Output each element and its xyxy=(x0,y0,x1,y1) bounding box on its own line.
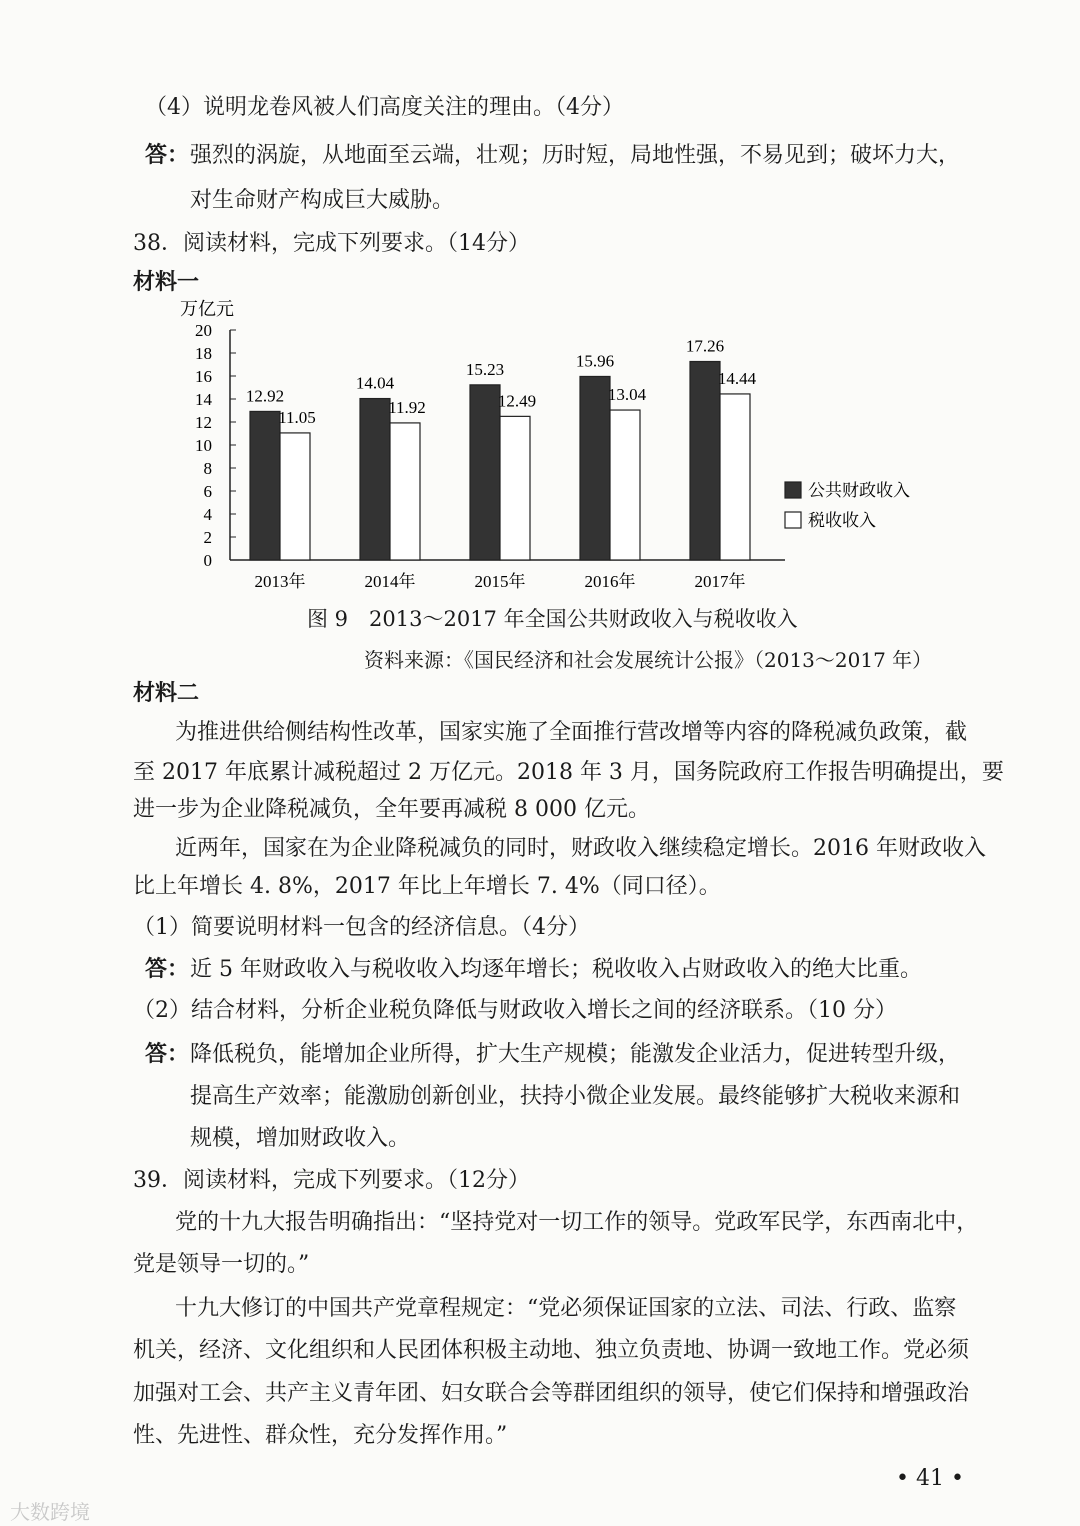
bar-public-revenue xyxy=(470,385,500,560)
q37-answer-label: 答： xyxy=(145,143,190,168)
bar-public-revenue xyxy=(690,362,720,560)
data-source-note: 资料来源：《国民经济和社会发展统计公报》（2013～2017 年） xyxy=(364,648,933,672)
y-tick-label: 6 xyxy=(203,482,212,501)
bar-public-revenue xyxy=(360,399,390,560)
bar-tax-revenue xyxy=(720,394,750,560)
data-label: 15.23 xyxy=(465,359,505,379)
material1-label: 材料一 xyxy=(133,270,200,295)
material2-p1-line2: 至 2017 年底累计减税超过 2 万亿元。2018 年 3 月，国务院政府工作报告明确提出，要 xyxy=(133,760,1004,785)
x-tick-label: 2015年 xyxy=(474,572,526,591)
x-tick-label: 2016年 xyxy=(584,572,636,591)
sub2-answer-line2: 提高生产效率；能激励创新创业，扶持小微企业发展。最终能够扩大税收来源和 xyxy=(190,1084,961,1109)
y-tick-label: 0 xyxy=(203,551,212,570)
legend-swatch xyxy=(785,512,801,528)
bar-tax-revenue xyxy=(280,433,310,560)
sub-question-2: （2）结合材料，分析企业税负降低与财政收入增长之间的经济联系。（10 分） xyxy=(133,998,897,1023)
data-label: 12.49 xyxy=(497,391,537,411)
material2-p2-line1: 近两年，国家在为企业降税减负的同时，财政收入继续稳定增长。2016 年财政收入 xyxy=(175,836,986,861)
y-tick-label: 2 xyxy=(203,528,212,547)
y-axis-label: 万亿元 xyxy=(180,299,234,319)
legend-label: 公共财政收入 xyxy=(808,481,910,501)
q39-p1-line2: 党是领导一切的。” xyxy=(133,1252,310,1277)
y-tick-label: 10 xyxy=(195,436,212,455)
bar-tax-revenue xyxy=(610,410,640,560)
q39-p2-line3: 加强对工会、共产主义青年团、妇女联合会等群团组织的领导，使它们保持和增强政治 xyxy=(133,1381,970,1406)
bar-public-revenue xyxy=(250,411,280,560)
material2-p1-line3: 进一步为企业降税减负，全年要再减税 8 000 亿元。 xyxy=(133,797,650,822)
x-tick-label: 2014年 xyxy=(364,572,416,591)
q39-heading: 39．阅读材料，完成下列要求。（12分） xyxy=(133,1168,530,1193)
sub2-answer-line1: 降低税负，能增加企业所得，扩大生产规模；能激发企业活力，促进转型升级， xyxy=(190,1042,961,1067)
material2-label: 材料二 xyxy=(133,681,200,706)
y-tick-label: 20 xyxy=(195,321,212,340)
q37-answer-line-1: 强烈的涡旋，从地面至云端，壮观；历时短，局地性强，不易见到；破坏力大， xyxy=(190,143,961,168)
sub2-answer-line3: 规模，增加财政收入。 xyxy=(190,1126,411,1151)
bar-tax-revenue xyxy=(500,416,530,560)
material2-p1-line1: 为推进供给侧结构性改革，国家实施了全面推行营改增等内容的降税减负政策，截 xyxy=(175,720,968,745)
q39-p2-line2: 机关，经济、文化组织和人民团体积极主动地、独立负责地、协调一致地工作。党必须 xyxy=(133,1338,970,1363)
y-tick-label: 16 xyxy=(195,367,212,386)
q39-p1-line1: 党的十九大报告明确指出：“坚持党对一切工作的领导。党政军民学，东西南北中， xyxy=(175,1210,979,1235)
figure-caption: 图 9 2013～2017 年全国公共财政收入与税收收入 xyxy=(307,607,798,631)
sub2-answer-label: 答： xyxy=(145,1042,190,1067)
data-label: 14.04 xyxy=(355,373,395,393)
q39-p2-line4: 性、先进性、群众性，充分发挥作用。” xyxy=(133,1423,508,1448)
sub-question-1: （1）简要说明材料一包含的经济信息。（4分） xyxy=(133,915,590,940)
q38-heading: 38．阅读材料，完成下列要求。（14分） xyxy=(133,231,530,256)
bar-tax-revenue xyxy=(390,423,420,560)
y-tick-label: 4 xyxy=(203,505,212,524)
y-tick-label: 8 xyxy=(203,459,212,478)
data-label: 15.96 xyxy=(575,351,615,371)
revenue-bar-chart xyxy=(0,290,1080,610)
sub1-answer-label: 答： xyxy=(145,957,190,982)
data-label: 13.04 xyxy=(607,385,647,405)
y-tick-label: 18 xyxy=(195,344,212,363)
legend-label: 税收收入 xyxy=(808,511,876,531)
q37-answer-line-2: 对生命财产构成巨大威胁。 xyxy=(190,188,455,213)
legend-swatch xyxy=(785,482,801,498)
q37-part4-question: （4）说明龙卷风被人们高度关注的理由。（4分） xyxy=(145,95,624,120)
watermark-logo: 大数跨境 xyxy=(10,1500,90,1524)
q39-p2-line1: 十九大修订的中国共产党章程规定：“党必须保证国家的立法、司法、行政、监察 xyxy=(175,1296,957,1321)
sub1-answer: 近 5 年财政收入与税收收入均逐年增长；税收收入占财政收入的绝大比重。 xyxy=(190,957,922,982)
y-tick-label: 14 xyxy=(195,390,212,409)
data-label: 11.92 xyxy=(388,397,426,417)
data-label: 12.92 xyxy=(245,386,285,406)
data-label: 14.44 xyxy=(717,368,757,388)
material2-p2-line2: 比上年增长 4. 8%，2017 年比上年增长 7. 4%（同口径）。 xyxy=(133,874,721,899)
data-label: 17.26 xyxy=(685,336,725,356)
page-number: • 41 • xyxy=(896,1466,964,1491)
x-tick-label: 2017年 xyxy=(694,572,746,591)
y-tick-label: 12 xyxy=(195,413,212,432)
data-label: 11.05 xyxy=(278,407,316,427)
x-tick-label: 2013年 xyxy=(254,572,306,591)
bar-public-revenue xyxy=(580,376,610,560)
